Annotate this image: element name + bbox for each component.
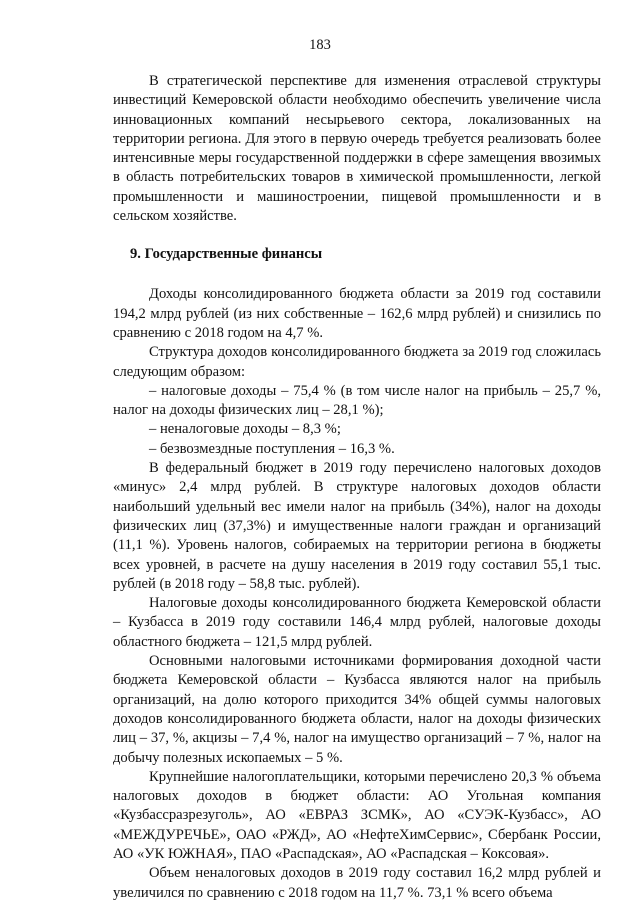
paragraph-revenue-structure: Структура доходов консолидированного бюджета за 2019 год сложилась следующим образом:: [113, 344, 601, 380]
page-number: 183: [309, 37, 331, 53]
list-item-tax-revenue: – налоговые доходы – 75,4 % (в том числе налог на прибыль – 25,7 %, налог на доходы физических лиц – 28,1 %);: [113, 382, 601, 419]
section-heading: 9. Государственные финансы: [130, 246, 323, 263]
list-item-gratuitous-receipts: – безвозмездные поступления – 16,3 %.: [149, 440, 395, 457]
paragraph-tax-revenue-2019: Налоговые доходы консолидированного бюджета Кемеровской области – Кузбасса в 2019 году составили 146,4 млрд рублей, налоговые доходы областного бюджета – 121,5 млрд рублей.: [113, 595, 601, 650]
list-item-non-tax-revenue: – неналоговые доходы – 8,3 %;: [149, 421, 341, 438]
paragraph-budget-revenue: Доходы консолидированного бюджета области за 2019 год составили 194,2 млрд рублей (из них собственные – 162,6 млрд рублей) и снизились по сравнению с 2018 годом на 4,7 %.: [113, 286, 601, 341]
paragraph-largest-taxpayers: Крупнейшие налогоплательщики, которыми перечислено 20,3 % объема налоговых доходов в бюджет области: АО Угольная компания «Кузбассразрезуголь», АО «ЕВРАЗ ЗСМК», АО «СУЭК-Кузбасс», АО «МЕЖДУРЕЧЬЕ», ОАО «РЖД», АО «НефтеХимСервис», Сбербанк России, АО «УК ЮЖНАЯ», ПАО «Распадская», АО «Распадская – Коксовая».: [113, 768, 601, 862]
paragraph-main-tax-sources: Основными налоговыми источниками формирования доходной части бюджета Кемеровской области – Кузбасса являются налог на прибыль организаций, на долю которого приходится 34% общей суммы налоговых доходов консолидированного бюджета области, налог на доходы физических лиц – 37, %, акцизы – 7,4 %, налог на имущество организаций – 7 %, налог на добычу полезных ископаемых – 5 %.: [113, 653, 601, 766]
paragraph-federal-budget: В федеральный бюджет в 2019 году перечислено налоговых доходов «минус» 2,4 млрд рублей. В структуре налоговых доходов области наибольший удельный вес имели налог на прибыль (34%), налог на доходы физических лиц (37,3%) и имущественные налоги граждан и организаций (11,1 %). Уровень налогов, собираемых на территории региона в бюджеты всех уровней, в расчете на душу населения в 2019 году составил 55,1 тыс. рублей (в 2018 году – 58,8 тыс. рублей).: [113, 460, 601, 592]
paragraph-non-tax-revenue: Объем неналоговых доходов в 2019 году составил 16,2 млрд рублей и увеличился по сравнению с 2018 годом на 11,7 %. 73,1 % всего объема: [113, 865, 601, 901]
paragraph-strategy: В стратегической перспективе для изменения отраслевой структуры инвестиций Кемеровской области необходимо обеспечить увеличение числа инновационных компаний несырьевого сектора, локализованных на территории региона. Для этого в первую очередь требуется реализовать более интенсивные меры государственной поддержки в сфере замещения ввозимых в область потребительских товаров в химической промышленности, легкой промышленности и машиностроении, пищевой промышленности и в сельском хозяйстве.: [113, 73, 601, 225]
body-text: [113, 72, 601, 903]
